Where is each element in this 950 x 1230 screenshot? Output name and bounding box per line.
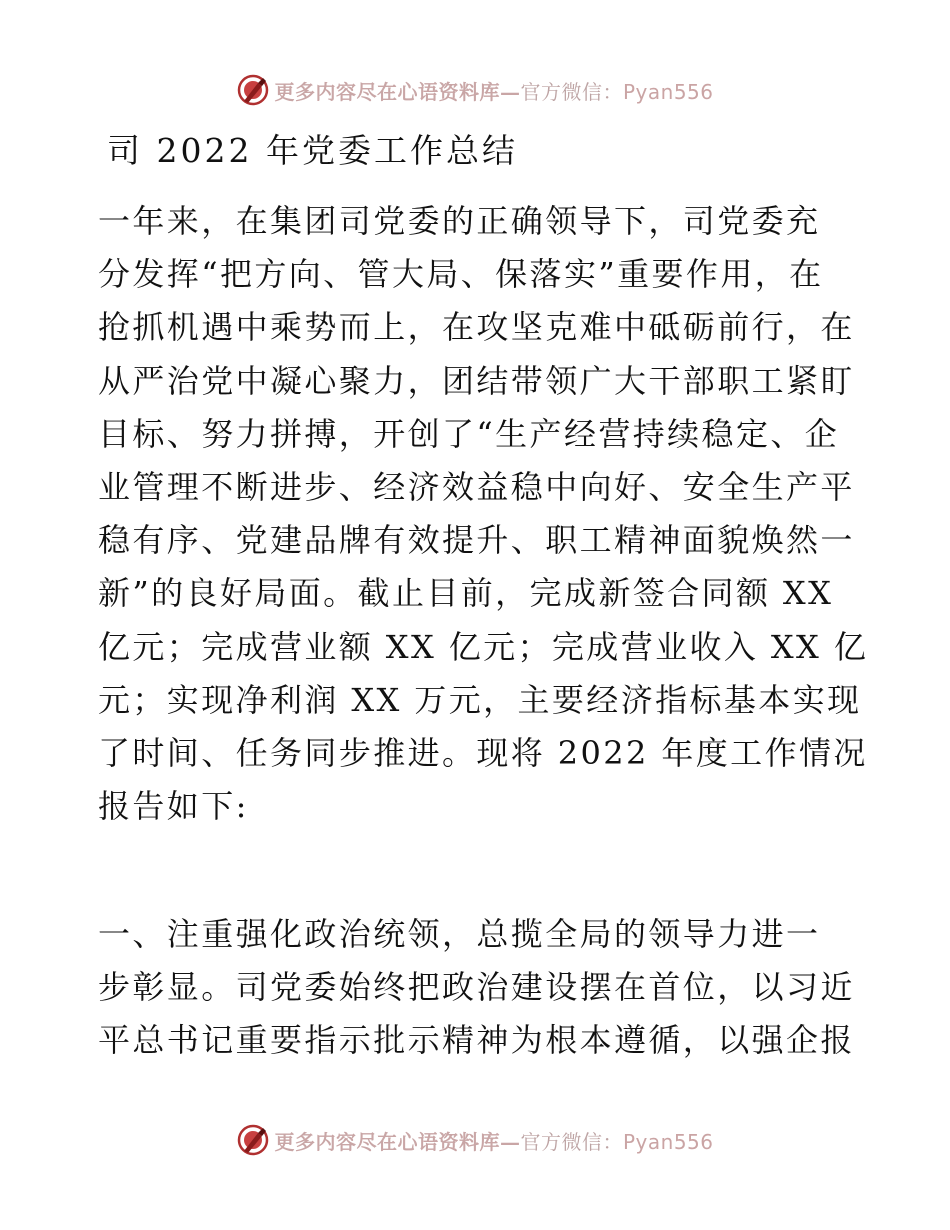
banner-wechat-id: Pyan556 [622, 1129, 714, 1154]
header-banner [0, 70, 950, 110]
document-title: 司 2022 年党委工作总结 [107, 131, 518, 170]
text-line: 亿元；完成营业额 XX 亿元；完成营业收入 XX 亿 [98, 627, 869, 666]
banner-wechat-id: Pyan556 [622, 79, 714, 104]
text-line: 分发挥“把方向、管大局、保落实”重要作用，在 [98, 255, 824, 294]
banner-text [274, 76, 713, 105]
pen-logo-icon [236, 1123, 270, 1157]
text-line: 新”的良好局面。截止目前，完成新签合同额 XX [98, 574, 834, 613]
text-line: 步彰显。司党委始终把政治建设摆在首位，以习近 [98, 968, 855, 1007]
banner-brand: 更多内容尽在心语资料库 [274, 79, 500, 104]
text-line: 业管理不断进步、经济效益稳中向好、安全生产平 [98, 467, 855, 506]
text-line: 抢抓机遇中乘势而上，在攻坚克难中砥砺前行，在 [98, 308, 855, 347]
paragraph-intro [98, 195, 869, 833]
banner-wechat-label: 官方微信： [520, 79, 623, 104]
text-line: 目标、努力拼搏，开创了“生产经营持续稳定、企 [98, 414, 840, 453]
banner-dash: — [499, 1129, 521, 1154]
pen-logo-icon [236, 73, 270, 107]
banner-text [274, 1126, 713, 1155]
text-line: 了时间、任务同步推进。现将 2022 年度工作情况 [98, 733, 868, 772]
text-line: 稳有序、党建品牌有效提升、职工精神面貌焕然一 [98, 521, 855, 560]
text-line: 一、注重强化政治统领，总揽全局的领导力进一 [98, 915, 821, 953]
banner-dash: — [499, 79, 521, 104]
text-line: 元；实现净利润 XX 万元，主要经济指标基本实现 [98, 680, 862, 719]
banner-wechat-label: 官方微信： [520, 1129, 623, 1154]
banner-brand: 更多内容尽在心语资料库 [274, 1129, 500, 1154]
text-line: 一年来，在集团司党委的正确领导下，司党委充 [98, 202, 821, 240]
text-line: 从严治党中凝心聚力，团结带领广大干部职工紧盯 [98, 361, 855, 400]
text-line: 平总书记重要指示批示精神为根本遵循，以强企报 [98, 1021, 855, 1060]
text-line: 报告如下: [98, 787, 249, 826]
paragraph-section-one [98, 908, 858, 1068]
footer-banner [0, 1120, 950, 1160]
